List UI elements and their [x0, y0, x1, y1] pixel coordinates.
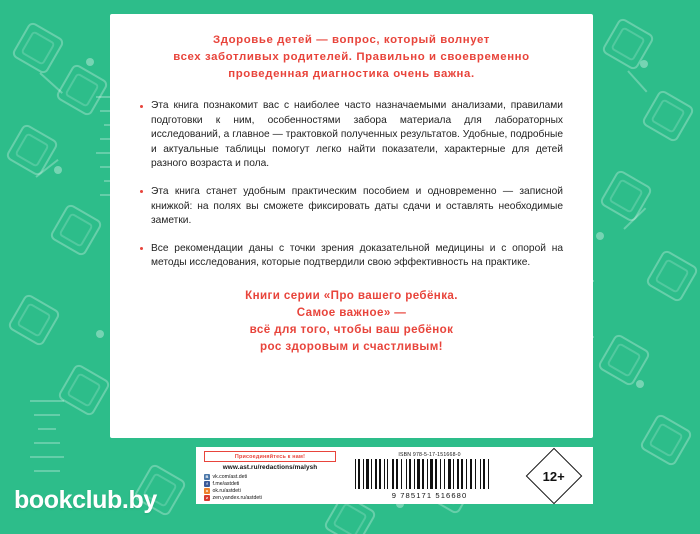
molecule-dot-icon [596, 232, 604, 240]
age-rating-block [523, 451, 585, 500]
headline-line-1: Здоровье детей — вопрос, который волнует [213, 34, 490, 46]
molecule-dot-icon [640, 60, 648, 68]
closing-line-3: всё для того, чтобы ваш ребёнок [249, 322, 454, 336]
closing-line-1: Книги серии «Про вашего ребёнка. [245, 288, 458, 302]
barcode-image [355, 459, 505, 489]
molecule-dot-icon [96, 330, 104, 338]
hexagon-molecule-icon [5, 123, 60, 178]
cover-text-panel [110, 14, 593, 438]
hexagon-molecule-icon [57, 363, 112, 418]
closing-line-4: рос здоровым и счастливым! [260, 339, 443, 353]
molecule-bond-icon [39, 72, 63, 94]
isbn-barcode-block [336, 451, 523, 500]
social-label: f.me/astdeti [212, 480, 240, 487]
odnoklassniki-icon: o [205, 487, 209, 493]
isbn-text: ISBN 978-5-17-151668-0 [398, 452, 461, 458]
molecule-dot-icon [54, 166, 62, 174]
molecule-dot-icon [86, 58, 94, 66]
hexagon-molecule-icon [599, 169, 654, 224]
list-item: Эта книга познакомит вас с наиболее часто назначаемыми анализами, правилами подготовки к ним, особенностями забора материала для лабораторных исследований, а главное — трактовкой полученных результатов. Удобные, подробные и актуальные таблицы помогут легко найти показатели, характерные для детей разного возраста и пола. [140, 99, 563, 172]
hexagon-molecule-icon [639, 413, 694, 468]
facebook-icon: f [204, 481, 210, 487]
list-item: Все рекомендации даны с точки зрения доказательной медицины и с опорой на методы исследования, которые подтвердили свою эффективность на практике. [140, 242, 563, 271]
list-item[interactable] [204, 488, 336, 494]
barcode-digits: 9 785171 516680 [391, 490, 468, 500]
hexagon-molecule-icon [597, 333, 652, 388]
headline-line-2: всех заботливых родителей. Правильно и своевременно [173, 51, 530, 63]
list-item: Эта книга станет удобным практическим пособием и одновременно — записной книжкой: на полях вы сможете фиксировать даты сдачи и оставлять необходимые заметки. [140, 185, 563, 229]
social-label: zen.yandex.ru/astdeti [212, 494, 262, 501]
publisher-contacts [204, 451, 336, 500]
list-item[interactable] [204, 481, 336, 487]
hexagon-molecule-icon [7, 293, 62, 348]
molecule-dot-icon [636, 380, 644, 388]
social-links [204, 474, 336, 502]
join-us-label: Присоединяйтесь к нам! [204, 451, 336, 462]
social-label: ok.ru/astdeti [212, 487, 241, 494]
closing-line-2: Самое важное» — [296, 305, 407, 319]
age-rating-label: 12+ [542, 468, 566, 483]
age-rating-badge [526, 447, 583, 504]
headline-line-3: проведенная диагностика очень важна. [228, 68, 475, 80]
list-item[interactable] [204, 495, 336, 501]
vk-icon: B [205, 473, 209, 479]
site-watermark: bookclub.by [14, 486, 157, 514]
list-item[interactable] [204, 474, 336, 480]
cover-headline [140, 32, 563, 83]
yandex-zen-icon: z [206, 494, 208, 500]
series-callout [140, 287, 563, 355]
hexagon-molecule-icon [641, 89, 696, 144]
social-label: vk.com/ast.deti [212, 473, 248, 480]
molecule-bond-icon [627, 70, 647, 92]
hexagon-molecule-icon [11, 21, 66, 76]
cover-bottom-bar [196, 447, 593, 504]
cover-bullet-list [140, 99, 563, 271]
publisher-website[interactable]: www.ast.ru/redactions/malysh [222, 464, 318, 471]
hexagon-molecule-icon [645, 249, 700, 304]
